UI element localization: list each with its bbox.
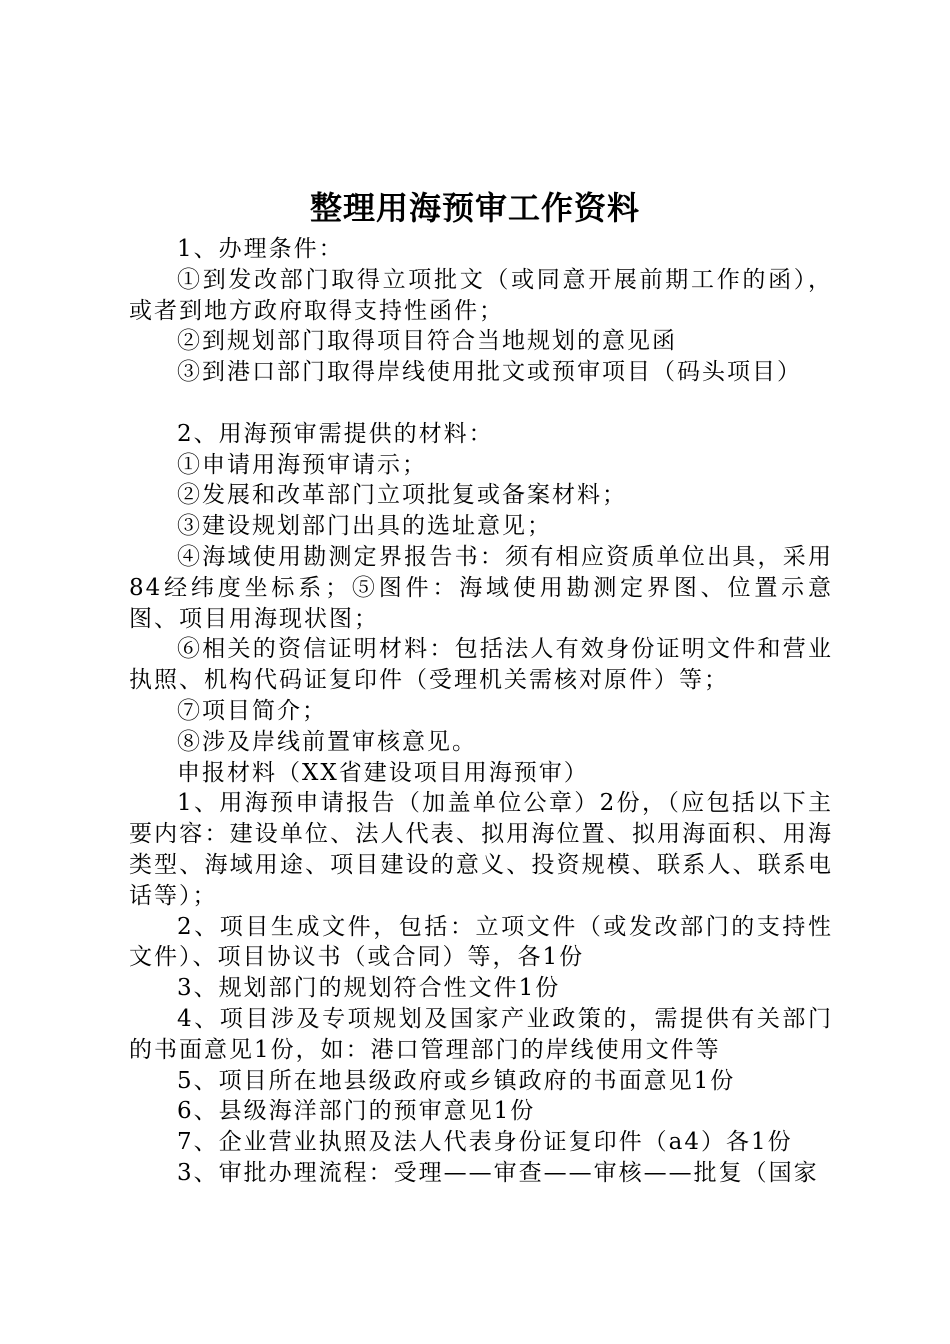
paragraph: 3、审批办理流程：受理——审查——审核——批复（国家 xyxy=(177,1159,819,1186)
paragraph: ③建设规划部门出具的选址意见； xyxy=(177,513,552,540)
paragraph: ⑧涉及岸线前置审核意见。 xyxy=(177,728,477,755)
paragraph: ②到规划部门取得项目符合当地规划的意见函 xyxy=(177,328,677,355)
paragraph: ①申请用海预审请示； xyxy=(177,451,427,478)
paragraph: 7、企业营业执照及法人代表身份证复印件（a4）各1份 xyxy=(177,1129,793,1156)
paragraph: ⑦项目简介； xyxy=(177,697,327,724)
paragraph: ②发展和改革部门立项批复或备案材料； xyxy=(177,482,627,509)
paragraph: 3、规划部门的规划符合性文件1份 xyxy=(177,975,561,1002)
paragraph: 5、项目所在地县级政府或乡镇政府的书面意见1份 xyxy=(177,1067,736,1094)
paragraph: ③到港口部门取得岸线使用批文或预审项目（码头项目） xyxy=(177,359,802,386)
paragraph: ④海域使用勘测定界报告书：须有相应资质单位出具，采用84经纬度坐标系；⑤图件：海域使用勘测定界图、位置示意图、项目用海现状图； xyxy=(129,543,833,632)
paragraph: 1、用海预申请报告（加盖单位公章）2份，（应包括以下主要内容：建设单位、法人代表、拟用海位置、拟用海面积、用海类型、海域用途、项目建设的意义、投资规模、联系人、联系电话等）； xyxy=(129,790,833,909)
document-title: 整理用海预审工作资料 xyxy=(309,189,640,227)
document-body xyxy=(129,234,833,1189)
paragraph: 2、项目生成文件，包括：立项文件（或发改部门的支持性文件）、项目协议书（或合同）等，各1份 xyxy=(129,913,833,971)
paragraph: 6、县级海洋部门的预审意见1份 xyxy=(177,1098,536,1125)
paragraph: 申报材料（XX省建设项目用海预审） xyxy=(177,759,589,786)
paragraph: ①到发改部门取得立项批文（或同意开展前期工作的函），或者到地方政府取得支持性函件； xyxy=(129,266,833,324)
paragraph: 1、办理条件： xyxy=(177,236,344,262)
paragraph: ⑥相关的资信证明材料：包括法人有效身份证明文件和营业执照、机构代码证复印件（受理机关需核对原件）等； xyxy=(129,636,833,694)
blank-line xyxy=(129,388,833,419)
paragraph: 4、项目涉及专项规划及国家产业政策的，需提供有关部门的书面意见1份，如：港口管理部门的岸线使用文件等 xyxy=(129,1005,833,1063)
paragraph: 2、用海预审需提供的材料： xyxy=(177,420,494,447)
